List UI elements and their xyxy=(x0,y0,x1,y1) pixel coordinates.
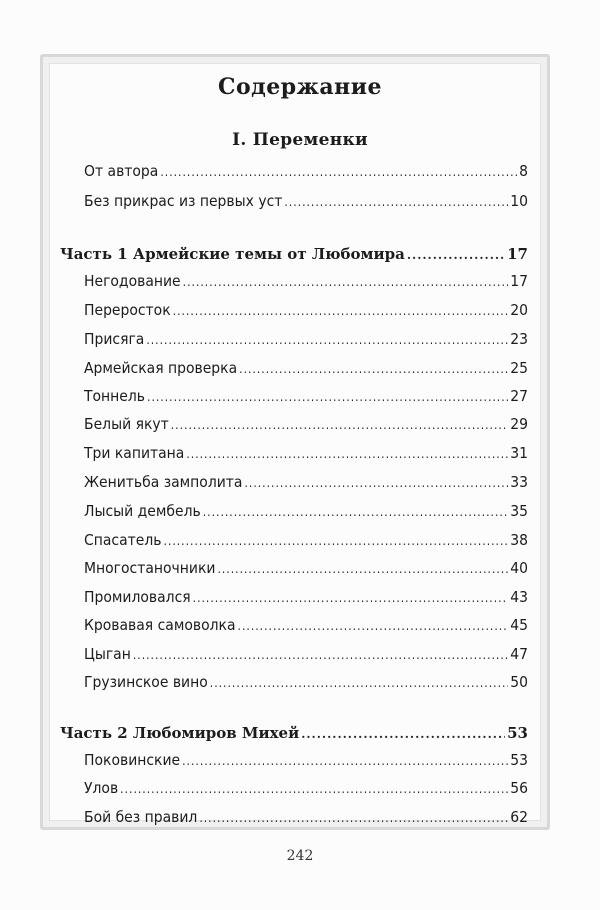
toc-entry-page: 20 xyxy=(510,301,528,319)
leader-dots xyxy=(160,161,517,183)
toc-entry-label: Цыган xyxy=(84,645,131,663)
leader-dots xyxy=(120,778,508,800)
toc-entry xyxy=(84,529,528,551)
toc-entry-page: 29 xyxy=(510,415,528,433)
toc-entry xyxy=(84,777,528,799)
toc-entry-label: Бой без правил xyxy=(84,808,198,826)
toc-entry-label: Негодование xyxy=(84,272,181,290)
leader-dots xyxy=(203,501,509,523)
toc-entry xyxy=(84,328,528,350)
toc-entry-page: 47 xyxy=(510,645,528,663)
leader-dots xyxy=(146,329,508,351)
leader-dots xyxy=(182,750,508,772)
toc-entry-page: 62 xyxy=(510,808,528,826)
toc-entry-page: 17 xyxy=(510,272,528,290)
toc-entry-label: Армейская проверка xyxy=(84,359,238,377)
toc-entry xyxy=(84,413,528,435)
leader-dots xyxy=(238,615,509,637)
toc-entry-label: Без прикрас из первых уст xyxy=(84,192,283,210)
toc-entry-label: Промиловался xyxy=(84,588,191,606)
toc-entry-label: Тоннель xyxy=(84,387,146,405)
toc-entry-page: 40 xyxy=(510,559,528,577)
toc-entry-label: Спасатель xyxy=(84,531,162,549)
toc-entry-page: 45 xyxy=(510,616,528,634)
leader-dots xyxy=(284,191,508,213)
toc-part-heading xyxy=(60,243,528,265)
toc-entry xyxy=(84,299,528,321)
toc-entry xyxy=(84,442,528,464)
toc-entry-label: От автора xyxy=(84,162,159,180)
leader-dots xyxy=(183,271,509,293)
leader-dots xyxy=(301,723,505,745)
toc-part-heading xyxy=(60,722,528,744)
leader-dots xyxy=(244,472,508,494)
toc-entry-label: Лысый дембель xyxy=(84,502,201,520)
toc-entry-page: 35 xyxy=(510,502,528,520)
toc-entry xyxy=(84,614,528,636)
toc-entry-page: 43 xyxy=(510,588,528,606)
toc-entry-page: 50 xyxy=(510,673,528,691)
toc-entry-page: 56 xyxy=(510,779,528,797)
toc-entry-page: 8 xyxy=(519,162,528,180)
toc-entry xyxy=(84,160,528,182)
toc-entry xyxy=(84,471,528,493)
toc-part-page: 53 xyxy=(507,724,528,742)
toc-entry xyxy=(84,749,528,771)
toc-entry xyxy=(84,671,528,693)
leader-dots xyxy=(407,244,505,266)
toc-entry xyxy=(84,557,528,579)
toc-entry xyxy=(84,586,528,608)
toc-part-page: 17 xyxy=(507,245,528,263)
leader-dots xyxy=(133,644,508,666)
leader-dots xyxy=(199,807,508,829)
toc-entry-page: 25 xyxy=(510,359,528,377)
toc-entry-label: Улов xyxy=(84,779,119,797)
section-title: I. Переменки xyxy=(232,130,368,150)
toc-entry xyxy=(84,643,528,665)
leader-dots xyxy=(210,672,508,694)
page-number: 242 xyxy=(286,848,314,864)
toc-entry-label: Присяга xyxy=(84,330,145,348)
toc-entry-label: Поковинские xyxy=(84,751,181,769)
toc-part-label: Часть 2 Любомиров Михей xyxy=(60,724,300,742)
toc-entry-label: Грузинское вино xyxy=(84,673,208,691)
toc-entry-label: Переросток xyxy=(84,301,171,319)
toc-entry-label: Женитьба замполита xyxy=(84,473,243,491)
toc-entry xyxy=(84,190,528,212)
toc-entry xyxy=(84,357,528,379)
toc-entry-label: Кровавая самоволка xyxy=(84,616,236,634)
toc-entry-page: 10 xyxy=(510,192,528,210)
toc-entry-page: 27 xyxy=(510,387,528,405)
toc-entry xyxy=(84,500,528,522)
toc-entry xyxy=(84,385,528,407)
leader-dots xyxy=(163,530,508,552)
toc-entry-page: 53 xyxy=(510,751,528,769)
leader-dots xyxy=(147,386,508,408)
toc-entry-label: Многостаночники xyxy=(84,559,216,577)
leader-dots xyxy=(217,558,508,580)
leader-dots xyxy=(239,358,508,380)
contents-title: Содержание xyxy=(217,74,383,100)
leader-dots xyxy=(193,587,509,609)
toc-entry-label: Белый якут xyxy=(84,415,169,433)
leader-dots xyxy=(171,414,509,436)
leader-dots xyxy=(173,300,509,322)
toc-entry-label: Три капитана xyxy=(84,444,185,462)
toc-entry-page: 38 xyxy=(510,531,528,549)
toc-entry xyxy=(84,806,528,828)
toc-entry xyxy=(84,270,528,292)
toc-part-label: Часть 1 Армейские темы от Любомира xyxy=(60,245,405,263)
toc-entry-page: 31 xyxy=(510,444,528,462)
toc-entry-page: 33 xyxy=(510,473,528,491)
toc-entry-page: 23 xyxy=(510,330,528,348)
leader-dots xyxy=(186,443,508,465)
